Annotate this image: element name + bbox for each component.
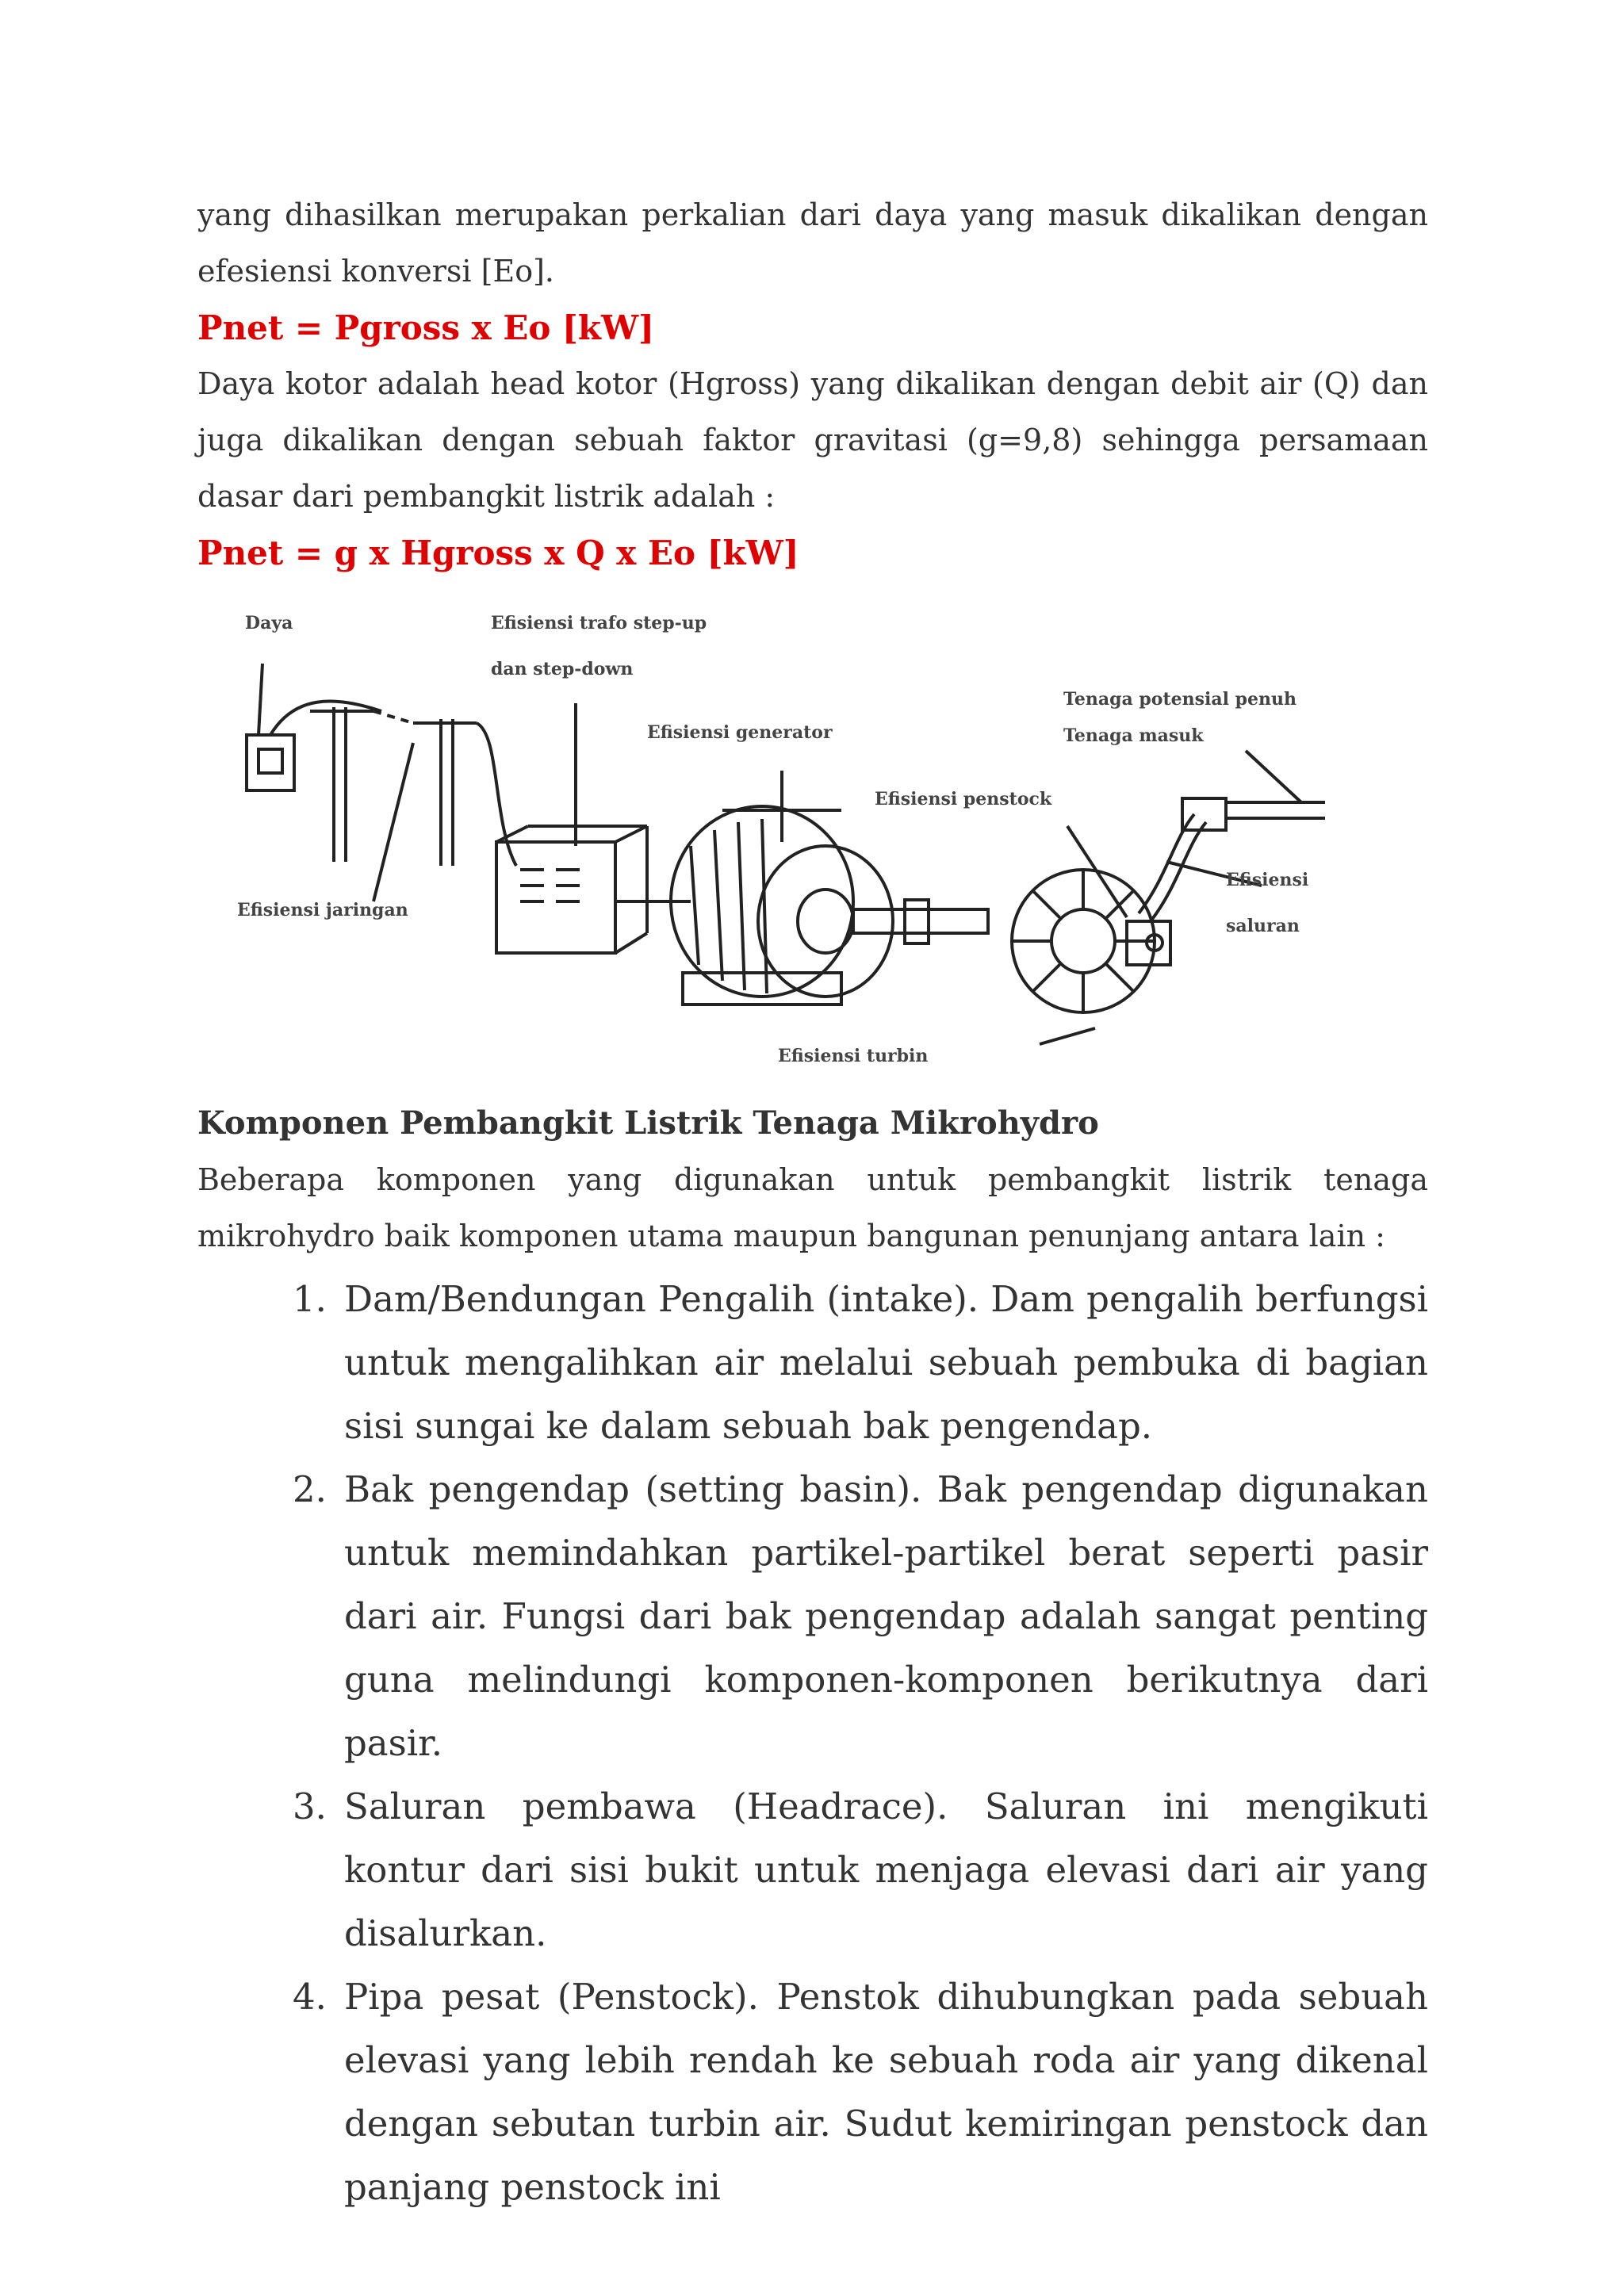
intro-paragraph: yang dihasilkan merupakan perkalian dari daya yang masuk dikalikan dengan efesiensi konversi [Eo]. [197,197,1428,289]
list-item [197,1775,1428,1965]
label-turbin: Efisiensi turbin [778,1046,929,1066]
label-jaringan: Efisiensi jaringan [237,900,408,920]
formula-pnet-full: Pnet = g x Hgross x Q x Eo [kW] [197,534,799,572]
page-content [197,187,1428,2219]
list-item [197,1458,1428,1775]
list-item-number: 1. [293,1278,327,1320]
power-meter-display [259,749,282,773]
leader-potensial [1246,751,1301,802]
label-daya: Daya [245,613,293,633]
section-heading: Komponen Pembangkit Listrik Tenaga Mikrohydro [197,1104,1099,1142]
label-trafo-line1: Efisiensi trafo step-up [491,613,707,633]
turbine-blades [1012,870,1155,1012]
leader-daya [259,664,262,735]
label-masuk: Tenaga masuk [1063,725,1204,746]
label-generator: Efisiensi generator [647,722,833,743]
leader-turbin [1040,1028,1095,1044]
list-item-number: 4. [293,1976,327,2018]
list-item-text: Pipa pesat (Penstock). Penstok dihubungkan pada sebuah elevasi yang lebih rendah ke sebuah roda air yang dikenal dengan sebutan turbin air. Sudut kemiringan penstock dan panjang penstock ini [344,1976,1428,2208]
label-potensial: Tenaga potensial penuh [1063,689,1297,710]
gross-power-paragraph: Daya kotor adalah head kotor (Hgross) yang dikalikan dengan debit air (Q) dan juga dikalikan dengan sebuah faktor gravitasi (g=9,8) sehingga persamaan dasar dari pembangkit listrik adalah : [197,366,1428,514]
list-item-text: Bak pengendap (setting basin). Bak pengendap digunakan untuk memindahkan partikel-partikel berat seperti pasir dari air. Fungsi dari bak pengendap adalah sangat penting guna melindungi komponen-komponen berikutnya dari pasir. [344,1468,1428,1764]
list-item-number: 2. [293,1468,327,1510]
generator-fins [691,819,767,993]
leader-jaringan [373,743,413,901]
formula-pnet-gross: Pnet = Pgross x Eo [kW] [197,308,655,347]
turbine-shaft [853,909,988,933]
shaft-coupling [905,900,929,943]
list-item-number: 3. [293,1785,327,1827]
list-item [197,1268,1428,1458]
wire-gap [373,711,413,723]
transformer-coils [520,870,580,901]
label-saluran-line1: Efisiensi [1226,870,1309,890]
label-penstock: Efisiensi penstock [875,789,1052,809]
list-item [197,1965,1428,2219]
label-saluran-line2: saluran [1226,916,1300,936]
list-item-text: Dam/Bendungan Pengalih (intake). Dam pengalih berfungsi untuk mengalihkan air melalui sebuah pembuka di bagian sisi sungai ke dalam sebuah bak pengendap. [344,1278,1428,1447]
components-list [197,1268,1428,2219]
section-intro: Beberapa komponen yang digunakan untuk pembangkit listrik tenaga mikrohydro baik komponen utama maupun bangunan penunjang antara lain : [197,1162,1428,1253]
microhydro-efficiency-diagram [215,600,1325,1092]
diagram-drawing [215,600,1325,1092]
list-item-text: Saluran pembawa (Headrace). Saluran ini mengikuti kontur dari sisi bukit untuk menjaga elevasi dari air yang disalurkan. [344,1785,1428,1954]
power-meter-box [247,735,294,790]
label-trafo-line2: dan step-down [491,659,634,679]
wire-1 [270,702,381,735]
